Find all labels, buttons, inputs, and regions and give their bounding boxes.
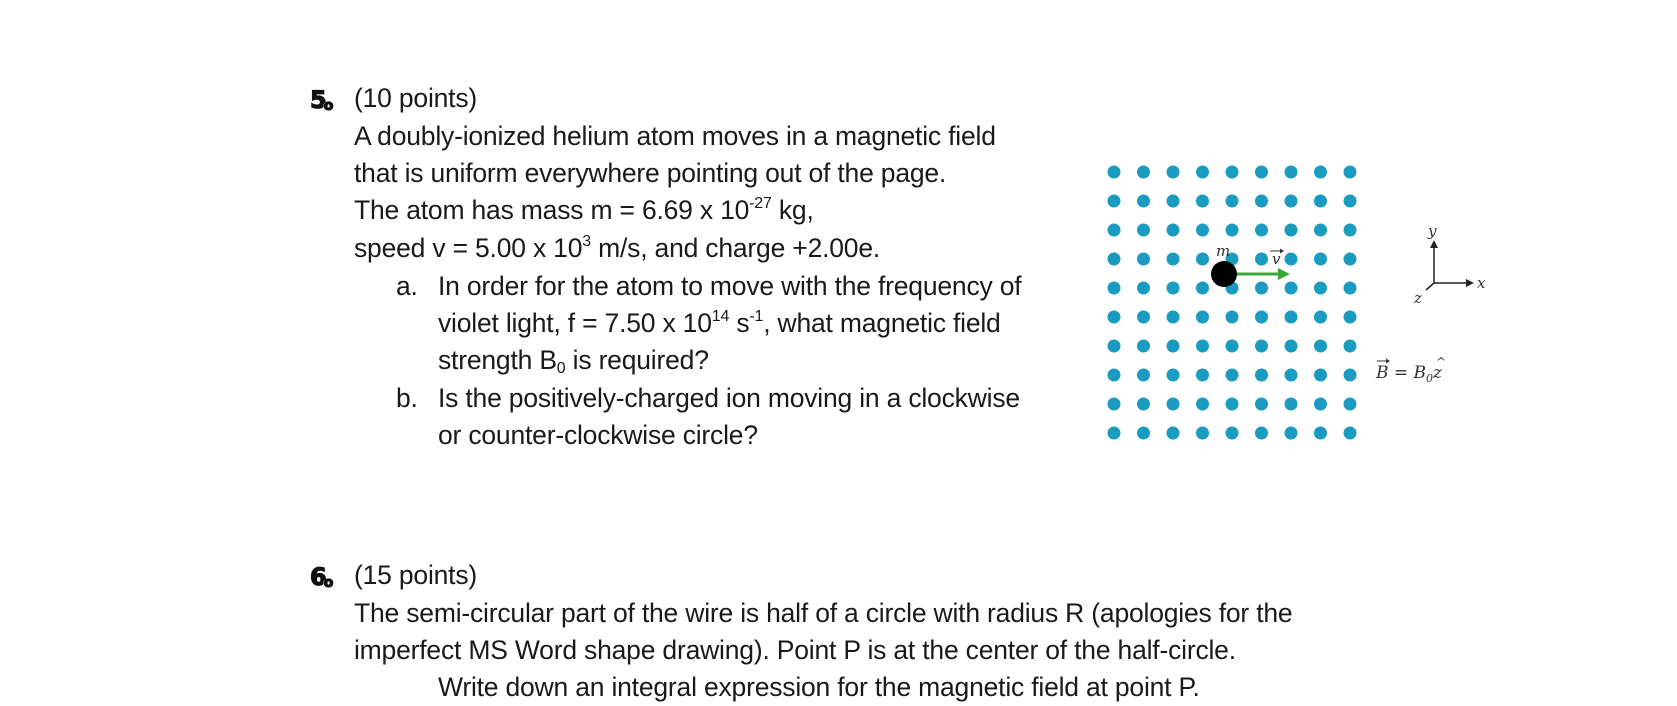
atom-mass — [1211, 261, 1237, 287]
q5-line-2: that is uniform everywhere pointing out of the page. — [354, 158, 947, 188]
coordinate-axes — [1426, 240, 1474, 290]
field-dot — [1344, 398, 1357, 411]
question-6-number: 6o — [310, 563, 331, 591]
svg-text:^: ^ — [1436, 355, 1447, 369]
field-dot — [1196, 224, 1209, 237]
field-dot — [1108, 340, 1121, 353]
field-dot — [1344, 427, 1357, 440]
field-dot — [1285, 340, 1298, 353]
field-label — [1375, 355, 1446, 385]
field-dot — [1226, 195, 1239, 208]
field-dot — [1137, 282, 1150, 295]
field-dot — [1344, 340, 1357, 353]
field-dot — [1137, 369, 1150, 382]
field-dot — [1196, 166, 1209, 179]
field-dot — [1108, 195, 1121, 208]
q5-mass-line — [354, 192, 814, 229]
field-dot — [1255, 166, 1268, 179]
field-dot — [1196, 195, 1209, 208]
field-dot — [1285, 224, 1298, 237]
field-dot — [1167, 253, 1180, 266]
field-dot — [1137, 166, 1150, 179]
field-label-subscript: 0 — [1426, 372, 1434, 385]
field-dot — [1196, 369, 1209, 382]
field-dot — [1226, 311, 1239, 324]
mass-unit: kg, — [771, 195, 814, 225]
field-dot — [1344, 369, 1357, 382]
field-dot — [1137, 427, 1150, 440]
velocity-label: v — [1272, 250, 1281, 268]
frequency-unit: s — [729, 308, 750, 338]
part-a-line-1: In order for the atom to move with the frequency of — [438, 271, 1022, 301]
field-dot — [1255, 311, 1268, 324]
field-dot — [1255, 398, 1268, 411]
part-b-line-2: or counter-clockwise circle? — [438, 420, 758, 450]
field-dot — [1344, 166, 1357, 179]
field-strength-text: strength B — [438, 345, 557, 375]
field-dot — [1196, 311, 1209, 324]
mass-label: m — [1216, 242, 1231, 260]
field-dot — [1344, 311, 1357, 324]
field-dot — [1226, 340, 1239, 353]
field-dot — [1196, 282, 1209, 295]
field-strength-subscript: 0 — [556, 360, 566, 377]
field-dot — [1167, 224, 1180, 237]
field-dot — [1314, 340, 1327, 353]
field-dot — [1108, 224, 1121, 237]
q5-speed-line — [354, 230, 880, 267]
field-dot — [1314, 166, 1327, 179]
field-dot — [1285, 369, 1298, 382]
field-label-text: B = B — [1376, 363, 1427, 383]
speed-text: speed v = 5.00 x 10 — [354, 233, 583, 263]
mass-exponent: -27 — [749, 195, 772, 212]
field-dot — [1108, 253, 1121, 266]
field-dot — [1285, 253, 1298, 266]
field-dot — [1108, 282, 1121, 295]
axis-y-label: y — [1428, 222, 1437, 240]
field-dot — [1255, 427, 1268, 440]
frequency-suffix: , what magnetic field — [763, 308, 1001, 338]
field-dot — [1108, 166, 1121, 179]
field-dot — [1108, 398, 1121, 411]
field-dot — [1167, 427, 1180, 440]
q6-line-1: The semi-circular part of the wire is half of a circle with radius R (apologies for the — [354, 598, 1293, 628]
field-dot — [1314, 282, 1327, 295]
axis-z-label: z — [1414, 289, 1422, 307]
field-dot — [1255, 224, 1268, 237]
field-dot — [1255, 282, 1268, 295]
speed-exponent: 3 — [582, 233, 591, 250]
velocity-label-arrowhead — [1280, 249, 1284, 254]
frequency-text: violet light, f = 7.50 x 10 — [438, 308, 712, 338]
field-dot — [1196, 427, 1209, 440]
field-dot — [1314, 195, 1327, 208]
svg-text:B = B0z — [1375, 363, 1443, 385]
field-dot — [1108, 311, 1121, 324]
field-dot — [1344, 253, 1357, 266]
field-dot — [1167, 195, 1180, 208]
q5-line-1: A doubly-ionized helium atom moves in a magnetic field — [354, 121, 996, 151]
field-dot — [1255, 195, 1268, 208]
mass-text: The atom has mass m = 6.69 x 10 — [354, 195, 750, 225]
field-dot — [1196, 340, 1209, 353]
magnetic-field-figure — [1100, 150, 1500, 460]
field-dot — [1196, 253, 1209, 266]
field-dot — [1314, 427, 1327, 440]
field-dot — [1314, 311, 1327, 324]
field-dot — [1137, 224, 1150, 237]
field-dot — [1314, 369, 1327, 382]
field-dot — [1344, 195, 1357, 208]
field-dot — [1167, 311, 1180, 324]
field-dot — [1167, 340, 1180, 353]
field-dot — [1137, 311, 1150, 324]
field-dot — [1137, 340, 1150, 353]
field-dot — [1226, 166, 1239, 179]
field-label-unit: z — [1433, 363, 1443, 383]
field-dot — [1226, 398, 1239, 411]
field-dot — [1314, 253, 1327, 266]
frequency-unit-exponent: -1 — [749, 308, 764, 325]
q6-line-2: imperfect MS Word shape drawing). Point P is at the center of the half-circle. — [354, 635, 1236, 665]
field-dot — [1108, 427, 1121, 440]
field-dot — [1137, 195, 1150, 208]
field-dot — [1285, 311, 1298, 324]
field-dot — [1314, 224, 1327, 237]
field-dot — [1226, 224, 1239, 237]
field-dot — [1167, 166, 1180, 179]
velocity-arrowhead — [1278, 268, 1290, 280]
field-dot — [1344, 224, 1357, 237]
question-6-points: (15 points) — [354, 560, 478, 590]
field-dot — [1344, 282, 1357, 295]
field-strength-suffix: is required? — [565, 345, 709, 375]
field-dot — [1196, 398, 1209, 411]
field-dot — [1167, 398, 1180, 411]
part-b-line-1: Is the positively-charged ion moving in a clockwise — [438, 383, 1020, 413]
field-dot — [1255, 253, 1268, 266]
field-dot — [1255, 369, 1268, 382]
question-5-points: (10 points) — [354, 83, 478, 113]
field-dot — [1285, 398, 1298, 411]
field-dot — [1108, 369, 1121, 382]
field-dot — [1226, 427, 1239, 440]
part-a-line-2 — [438, 305, 1001, 342]
frequency-exponent: 14 — [711, 308, 730, 325]
field-dot — [1137, 398, 1150, 411]
part-a-line-3 — [438, 342, 709, 379]
field-dot — [1137, 253, 1150, 266]
field-dot — [1285, 166, 1298, 179]
field-dot — [1314, 398, 1327, 411]
field-dot — [1226, 369, 1239, 382]
field-dot — [1285, 282, 1298, 295]
field-dot — [1167, 282, 1180, 295]
field-dot — [1167, 369, 1180, 382]
speed-unit: m/s, and charge +2.00e. — [590, 233, 881, 263]
part-a-label: a. — [396, 271, 418, 301]
part-b-label: b. — [396, 383, 418, 413]
field-dot — [1285, 195, 1298, 208]
field-dot — [1285, 427, 1298, 440]
question-5-number: 5o — [310, 86, 331, 114]
field-dot — [1255, 340, 1268, 353]
field-dot-grid — [1108, 166, 1357, 440]
q6-line-3: Write down an integral expression for the magnetic field at point P. — [438, 672, 1200, 702]
axis-x-label: x — [1477, 274, 1486, 292]
